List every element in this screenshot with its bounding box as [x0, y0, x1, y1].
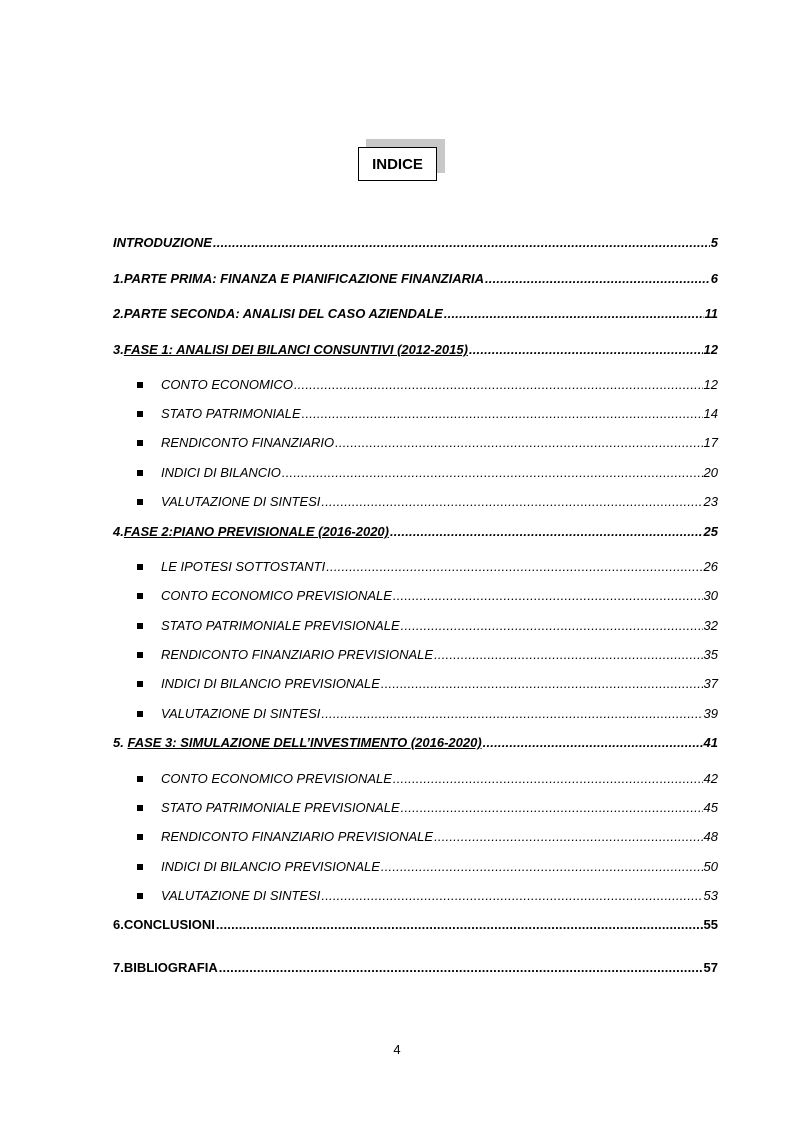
toc-page: 42	[703, 771, 718, 786]
toc-label: FASE 1: ANALISI DEI BILANCI CONSUNTIVI (2012-2015)	[123, 342, 468, 357]
toc-entry-introduzione[interactable]	[113, 235, 718, 251]
bullet-icon	[137, 776, 143, 782]
toc-page: 17	[703, 435, 718, 450]
bullet-icon	[137, 564, 143, 570]
toc-label: STATO PATRIMONIALE PREVISIONALE	[161, 618, 400, 633]
toc-leader	[434, 647, 702, 663]
toc-label: VALUTAZIONE DI SINTESI	[161, 706, 321, 721]
toc-page: 53	[703, 888, 718, 903]
toc-page: 39	[703, 706, 718, 721]
toc-page: 5	[710, 235, 718, 250]
toc-page: 14	[703, 406, 718, 421]
toc-entry-conto-economico[interactable]	[161, 377, 718, 393]
toc-label: VALUTAZIONE DI SINTESI	[161, 494, 321, 509]
toc-entry-fase-2[interactable]	[113, 524, 718, 540]
toc-page: 23	[703, 494, 718, 509]
toc-label: CONTO ECONOMICO PREVISIONALE	[161, 588, 392, 603]
toc-entry-valutazione-di-sintesi-3[interactable]	[161, 888, 718, 904]
toc-leader	[393, 771, 703, 787]
toc-label: RENDICONTO FINANZIARIO PREVISIONALE	[161, 647, 434, 662]
bullet-icon	[137, 805, 143, 811]
toc-leader	[321, 888, 702, 904]
toc-label: STATO PATRIMONIALE	[161, 406, 301, 421]
toc-entry-stato-patrimoniale[interactable]	[161, 406, 718, 422]
toc-leader	[326, 559, 702, 575]
toc-entry-stato-patrimoniale-previsionale-2[interactable]	[161, 800, 718, 816]
toc-number: 6.	[113, 917, 124, 932]
toc-label: BIBLIOGRAFIA	[123, 960, 218, 975]
toc-entry-parte-prima[interactable]	[113, 271, 718, 287]
toc-number: 1.	[113, 271, 124, 286]
bullet-icon	[137, 864, 143, 870]
toc-leader	[434, 829, 702, 845]
toc-label: RENDICONTO FINANZIARIO	[161, 435, 335, 450]
bullet-icon	[137, 652, 143, 658]
toc-leader	[335, 435, 702, 451]
toc-label: INDICI DI BILANCIO	[161, 465, 281, 480]
toc-entry-parte-seconda[interactable]	[113, 306, 718, 322]
toc-label: STATO PATRIMONIALE PREVISIONALE	[161, 800, 400, 815]
toc-label: INDICI DI BILANCIO PREVISIONALE	[161, 676, 380, 691]
toc-leader	[469, 342, 703, 358]
toc-page: 50	[703, 859, 718, 874]
bullet-icon	[137, 593, 143, 599]
toc-leader	[401, 618, 703, 634]
toc-leader	[294, 377, 703, 393]
toc-entry-indici-di-bilancio[interactable]	[161, 465, 718, 481]
bullet-icon	[137, 499, 143, 505]
toc-number: 7.	[113, 960, 124, 975]
toc-entry-conto-economico-previsionale[interactable]	[161, 588, 718, 604]
toc-label: INDICI DI BILANCIO PREVISIONALE	[161, 859, 380, 874]
toc-label: RENDICONTO FINANZIARIO PREVISIONALE	[161, 829, 434, 844]
toc-page: 48	[703, 829, 718, 844]
toc-leader	[381, 676, 703, 692]
toc-page: 32	[703, 618, 718, 633]
toc-leader	[216, 917, 703, 933]
toc-page: 37	[703, 676, 718, 691]
toc-entry-le-ipotesi-sottostanti[interactable]	[161, 559, 718, 575]
toc-leader	[393, 588, 703, 604]
toc-page: 30	[703, 588, 718, 603]
toc-leader	[390, 524, 703, 540]
toc-entry-stato-patrimoniale-previsionale[interactable]	[161, 618, 718, 634]
toc-leader	[321, 494, 702, 510]
toc-entry-conclusioni[interactable]	[113, 917, 718, 933]
bullet-icon	[137, 470, 143, 476]
toc-entry-rendiconto-finanziario[interactable]	[161, 435, 718, 451]
bullet-icon	[137, 681, 143, 687]
toc-entry-fase-3[interactable]	[113, 735, 718, 751]
toc-page: 45	[703, 800, 718, 815]
bullet-icon	[137, 411, 143, 417]
bullet-icon	[137, 834, 143, 840]
toc-entry-valutazione-di-sintesi-2[interactable]	[161, 706, 718, 722]
toc-leader	[219, 960, 703, 976]
toc-entry-indici-di-bilancio-previsionale[interactable]	[161, 676, 718, 692]
toc-entry-bibliografia[interactable]	[113, 960, 718, 976]
toc-page: 6	[710, 271, 718, 286]
toc-page: 35	[703, 647, 718, 662]
toc-label: PARTE SECONDA: ANALISI DEL CASO AZIENDALE	[123, 306, 443, 321]
toc-label: CONTO ECONOMICO PREVISIONALE	[161, 771, 392, 786]
page-number: 4	[393, 1042, 401, 1057]
toc-entry-rendiconto-finanziario-previsionale-2[interactable]	[161, 829, 718, 845]
toc-entry-indici-di-bilancio-previsionale-2[interactable]	[161, 859, 718, 875]
toc-page: 25	[703, 524, 718, 539]
toc-entry-valutazione-di-sintesi[interactable]	[161, 494, 718, 510]
toc-entry-fase-1[interactable]	[113, 342, 718, 358]
toc-page: 57	[703, 960, 718, 975]
page-title: INDICE	[358, 147, 437, 181]
toc-page: 12	[703, 342, 718, 357]
toc-label: CONTO ECONOMICO	[161, 377, 293, 392]
toc-page: 26	[703, 559, 718, 574]
toc-label: FASE 3: SIMULAZIONE DELL’INVESTIMENTO (2016-2020)	[127, 735, 482, 750]
toc-label: INTRODUZIONE	[113, 235, 212, 250]
toc-page: 20	[703, 465, 718, 480]
bullet-icon	[137, 623, 143, 629]
toc-leader	[444, 306, 704, 322]
toc-leader	[321, 706, 702, 722]
toc-leader	[282, 465, 703, 481]
toc-leader	[483, 735, 703, 751]
toc-label: CONCLUSIONI	[123, 917, 215, 932]
toc-label: LE IPOTESI SOTTOSTANTI	[161, 559, 326, 574]
toc-page: 41	[703, 735, 718, 750]
toc-leader	[401, 800, 703, 816]
toc-label: VALUTAZIONE DI SINTESI	[161, 888, 321, 903]
bullet-icon	[137, 711, 143, 717]
toc-leader	[485, 271, 710, 287]
toc-page: 55	[703, 917, 718, 932]
toc-page: 11	[704, 306, 718, 321]
toc-entry-rendiconto-finanziario-previsionale[interactable]	[161, 647, 718, 663]
toc-page: 12	[703, 377, 718, 392]
toc-entry-conto-economico-previsionale-2[interactable]	[161, 771, 718, 787]
bullet-icon	[137, 440, 143, 446]
bullet-icon	[137, 382, 143, 388]
toc-number: 5.	[113, 735, 128, 750]
toc-leader	[381, 859, 703, 875]
toc-number: 4.	[113, 524, 124, 539]
toc-label: PARTE PRIMA: FINANZA E PIANIFICAZIONE FINANZIARIA	[123, 271, 484, 286]
bullet-icon	[137, 893, 143, 899]
toc-number: 3.	[113, 342, 124, 357]
toc-leader	[213, 235, 710, 251]
toc-leader	[302, 406, 703, 422]
toc-number: 2.	[113, 306, 124, 321]
toc-label: FASE 2:PIANO PREVISIONALE (2016-2020)	[123, 524, 389, 539]
